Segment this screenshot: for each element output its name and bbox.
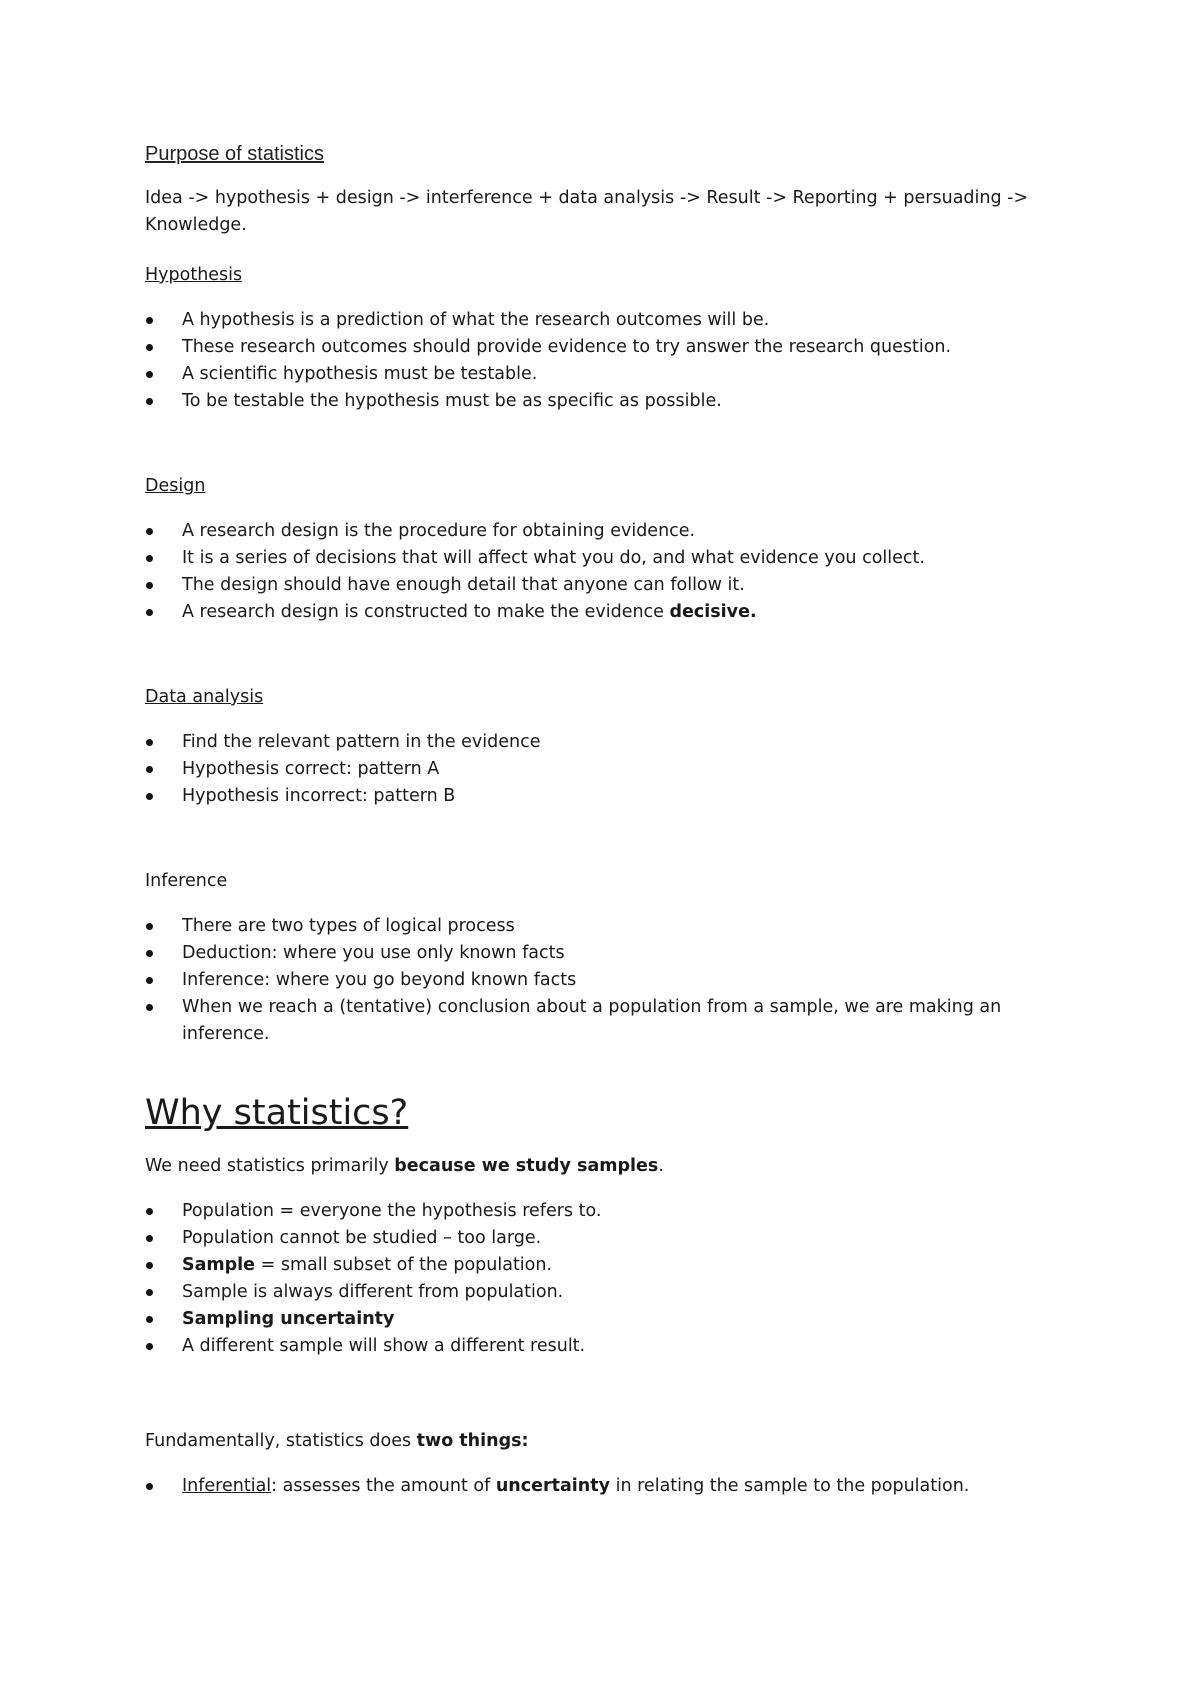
list-item [145, 1473, 1045, 1500]
list-item: A hypothesis is a prediction of what the research outcomes will be. [145, 307, 1045, 334]
why-statistics-heading: Why statistics? [145, 1093, 409, 1133]
list-item [145, 599, 1045, 626]
why-intro-emphasis: because we study samples [394, 1156, 659, 1176]
list-item: Population cannot be studied – too large. [145, 1225, 1045, 1252]
sample-term: Sample [182, 1255, 256, 1275]
purpose-heading: Purpose of statistics [145, 143, 324, 165]
fundamentally-list [145, 1473, 1045, 1500]
list-item: These research outcomes should provide evidence to try answer the research question. [145, 334, 1045, 361]
why-intro-period: . [658, 1156, 664, 1176]
list-item: Sampling uncertainty [145, 1306, 1045, 1333]
design-heading: Design [145, 476, 206, 496]
uncertainty-emphasis: uncertainty [495, 1476, 611, 1496]
list-item: Deduction: where you use only known facts [145, 940, 1045, 967]
list-item: Population = everyone the hypothesis refers to. [145, 1198, 1045, 1225]
why-intro [145, 1153, 1045, 1180]
purpose-flow: Idea -> hypothesis + design -> interference + data analysis -> Result -> Reporting + persuading -> Knowledge. [145, 188, 1029, 235]
why-intro-text: We need statistics primarily [145, 1156, 395, 1176]
inferential-colon: : assesses the amount of [271, 1476, 496, 1496]
list-item: Hypothesis correct: pattern A [145, 756, 1045, 783]
hypothesis-list [145, 307, 1045, 415]
design-list [145, 518, 1045, 626]
list-item: A scientific hypothesis must be testable. [145, 361, 1045, 388]
list-item: Find the relevant pattern in the evidence [145, 729, 1045, 756]
list-item [145, 1252, 1045, 1279]
data-analysis-list [145, 729, 1045, 810]
inferential-rest: in relating the sample to the population. [610, 1476, 970, 1496]
list-item: There are two types of logical process [145, 913, 1045, 940]
list-item: A different sample will show a different result. [145, 1333, 1045, 1360]
decisive-emphasis: decisive. [669, 602, 757, 622]
list-item: The design should have enough detail that anyone can follow it. [145, 572, 1045, 599]
list-item: A research design is the procedure for obtaining evidence. [145, 518, 1045, 545]
list-item: Inference: where you go beyond known facts [145, 967, 1045, 994]
data-analysis-heading: Data analysis [145, 687, 264, 707]
sample-definition: = small subset of the population. [255, 1255, 553, 1275]
list-item: Sample is always different from population. [145, 1279, 1045, 1306]
inference-heading: Inference [145, 871, 228, 891]
list-item: It is a series of decisions that will affect what you do, and what evidence you collect. [145, 545, 1045, 572]
hypothesis-heading: Hypothesis [145, 265, 243, 285]
list-item: Hypothesis incorrect: pattern B [145, 783, 1045, 810]
why-list [145, 1198, 1045, 1360]
fundamentally-line [145, 1428, 1045, 1455]
two-things-emphasis: two things: [416, 1431, 529, 1451]
list-item: When we reach a (tentative) conclusion about a population from a sample, we are making an inference. [145, 994, 1045, 1048]
document-page [145, 143, 1045, 1500]
inferential-term: Inferential [182, 1476, 272, 1496]
fundamentally-text: Fundamentally, statistics does [145, 1431, 417, 1451]
inference-list [145, 913, 1045, 1048]
design-last-text: A research design is constructed to make the evidence [182, 602, 670, 622]
list-item: To be testable the hypothesis must be as specific as possible. [145, 388, 1045, 415]
